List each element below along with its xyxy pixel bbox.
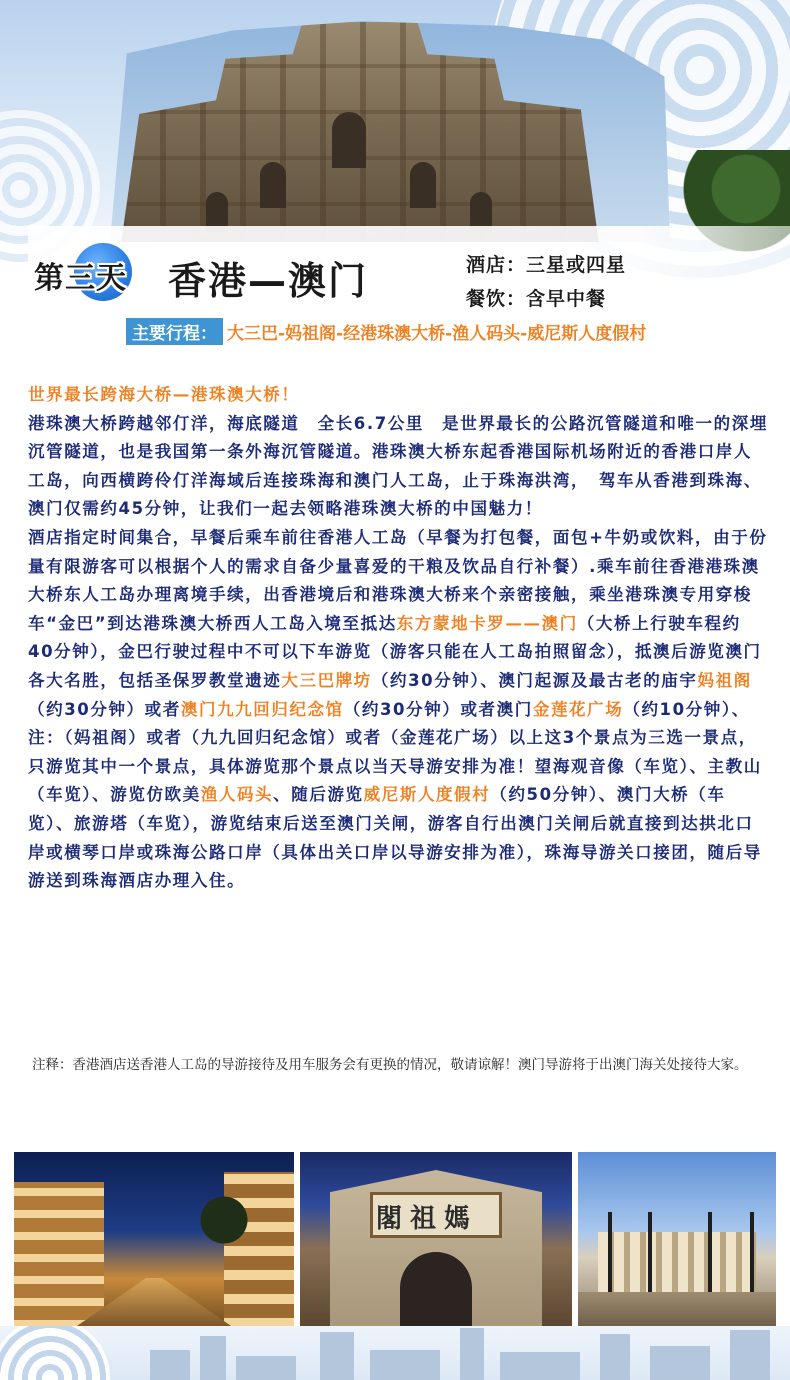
highlight-wharf: 渔人码头: [200, 785, 274, 805]
temple-sign: 閣祖媽: [376, 1204, 479, 1234]
skyline-footer: [0, 1326, 790, 1380]
highlight-macau: 东方蒙地卡罗——澳门: [396, 613, 578, 633]
highlight-venetian: 威尼斯人度假村: [363, 785, 491, 805]
decorative-swirl: [0, 1326, 110, 1380]
route-title: 香港—澳门: [168, 259, 369, 303]
hotel-info: 酒店：三星或四星: [466, 254, 627, 276]
day-label: 第三天: [34, 261, 127, 296]
schedule-paragraph: 酒店指定时间集合，早餐后乘车前往香港人工岛（早餐为打包餐，面包+牛奶或饮料，由于份量有限游客可以根据个人的需求自备少量喜爱的干粮及饮品自行补餐）.乘车前往香港港珠澳大桥东人工岛办理离境手续，出香港境后和港珠澳大桥来个亲密接触，乘坐港珠澳专用穿梭车“金巴”到达港珠澳大桥西人工岛入境至抵达东方蒙地卡罗——澳门（大桥上行驶车程约 40分钟），金巴行驶过程中不可以下车游览（游客只能在人工岛拍照留念），抵澳后游览澳门各大名胜，包括圣保罗教堂遗迹大三巴牌坊（约30分钟）、澳门起源及最古老的庙宇妈祖阁（约30分钟）或者澳门九九回归纪念馆（约30分钟）或者澳门金莲花广场（约10分钟）、注：（妈祖阁）或者（九九回归纪念馆）或者（金莲花广场）以上这3个景点为三选一景点，只游览其中一个景点，具体游览那个景点以当天导游安排为准！望海观音像（车览）、主教山（车览）、游览仿欧美渔人码头、随后游览威尼斯人度假村（约50分钟）、澳门大桥（车览）、旅游塔（车览），游览结束后送至澳门关闸，游客自行出澳门关闸后就直接到达拱北口岸或横琴口岸或珠海公路口岸（具体出关口岸以导游安排为准），珠海导游关口接团，随后导游送到珠海酒店办理入住。: [28, 527, 768, 891]
meals-info: 餐饮：含早中餐: [466, 288, 607, 310]
ruins-of-st-paul-photo: [110, 12, 670, 242]
highlight-ruins: 大三巴牌坊: [281, 670, 372, 690]
itinerary-label: 主要行程：: [126, 318, 223, 345]
itinerary-route: 大三巴-妈祖阁-经港珠澳大桥-渔人码头-威尼斯人度假村: [227, 323, 647, 344]
title-banner: [28, 226, 790, 318]
day-description: [28, 381, 768, 896]
venetian-resort-photo: [578, 1152, 776, 1328]
note-text: 注释：香港酒店送香港人工岛的导游接待及用车服务会有更换的情况，敬请谅解！澳门导游将于出澳门海关处接待大家。: [32, 1057, 748, 1073]
section-headline: 世界最长跨海大桥—港珠澳大桥！: [28, 385, 300, 404]
highlight-temple: 妈祖阁: [697, 670, 752, 690]
a-ma-temple-photo: [300, 1152, 572, 1328]
bridge-paragraph: 港珠澳大桥跨越邻仃洋，海底隧道 全长6.7公里 是世界最长的公路沉管隧道和唯一的深埋沉管隧道，也是我国第一条外海沉管隧道。港珠澳大桥东起香港国际机场附近的香港口岸人工岛，向西横跨伶仃洋海域后连接珠海和澳门人工岛，止于珠海洪湾， 驾车从香港到珠海、澳门仅需约45分钟，让我们一起去领略港珠澳大桥的中国魅力！: [28, 413, 768, 519]
hero-banner: [0, 0, 790, 380]
itinerary-bar: [126, 318, 646, 344]
highlight-square: 金莲花广场: [532, 699, 624, 719]
night-street-photo: [14, 1152, 294, 1328]
highlight-museum: 澳门九九回归纪念馆: [180, 699, 344, 719]
